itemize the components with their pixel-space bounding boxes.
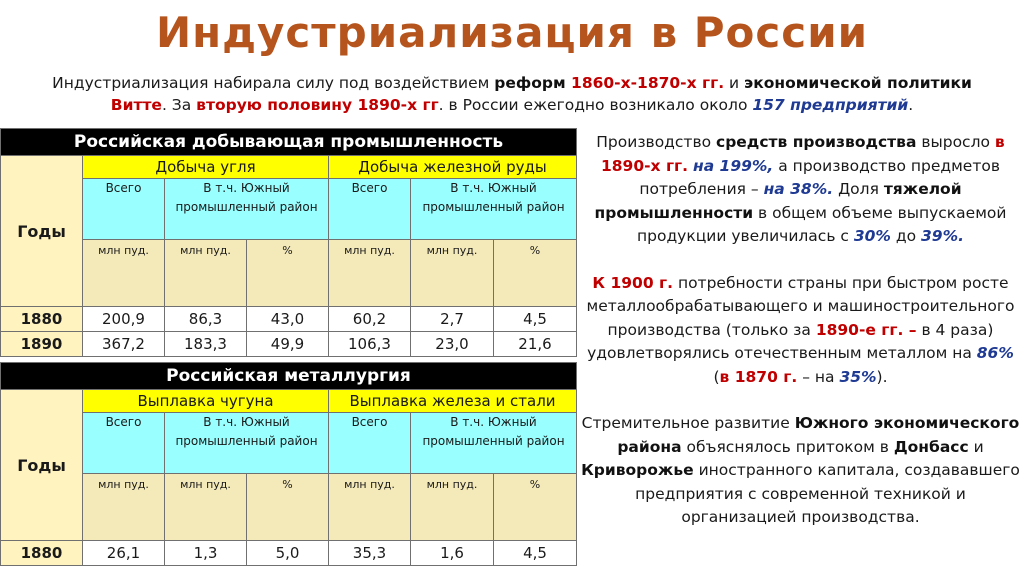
cell: 106,3 <box>329 332 411 357</box>
group-header: Выплавка железа и стали <box>329 390 577 413</box>
unit-label: млн пуд. <box>83 474 165 541</box>
side-paragraph-production: Производство средств производства выросло в 1890-х гг. на 199%, а производство предметов потребления – на 38%. Доля тяжелой промышленности в общем объеме выпускаемой продукции увеличилась с 30% до 39%. <box>594 133 1007 245</box>
cell: 1,6 <box>411 541 494 566</box>
unit-label: млн пуд. <box>329 474 411 541</box>
cell: 21,6 <box>494 332 577 357</box>
unit-label: % <box>247 240 329 307</box>
cell: 5,0 <box>247 541 329 566</box>
years-label: Годы <box>1 390 83 541</box>
side-text <box>577 131 1024 530</box>
page-title: Индустриализация в России <box>155 8 869 57</box>
cell: 200,9 <box>83 307 165 332</box>
cell: 49,9 <box>247 332 329 357</box>
column-header: Всего <box>83 413 165 474</box>
unit-label: % <box>494 474 577 541</box>
row-year: 1890 <box>1 332 83 357</box>
unit-label: млн пуд. <box>165 240 247 307</box>
column-header: В т.ч. Южный промышленный район <box>165 413 329 474</box>
cell: 4,5 <box>494 307 577 332</box>
metallurgy-table <box>0 362 577 566</box>
cell: 4,5 <box>494 541 577 566</box>
cell: 2,7 <box>411 307 494 332</box>
column-header: В т.ч. Южный промышленный район <box>411 413 577 474</box>
group-header: Выплавка чугуна <box>83 390 329 413</box>
unit-label: млн пуд. <box>329 240 411 307</box>
table-header: Российская металлургия <box>1 363 577 390</box>
column-header: В т.ч. Южный промышленный район <box>165 179 329 240</box>
cell: 1,3 <box>165 541 247 566</box>
column-header: Всего <box>329 179 411 240</box>
table-header: Российская добывающая промышленность <box>1 129 577 156</box>
cell: 43,0 <box>247 307 329 332</box>
table-row <box>1 332 577 357</box>
cell: 60,2 <box>329 307 411 332</box>
unit-label: млн пуд. <box>165 474 247 541</box>
cell: 35,3 <box>329 541 411 566</box>
intro-paragraph: Индустриализация набирала силу под воздействием реформ 1860-х-1870-х гг. и экономической политики Витте. За вторую половину 1890-х гг. в России ежегодно возникало около 157 предприятий. <box>52 74 972 114</box>
cell: 23,0 <box>411 332 494 357</box>
cell: 367,2 <box>83 332 165 357</box>
group-header: Добыча железной руды <box>329 156 577 179</box>
unit-label: млн пуд. <box>411 474 494 541</box>
row-year: 1880 <box>1 307 83 332</box>
mining-table <box>0 128 577 357</box>
row-year: 1880 <box>1 541 83 566</box>
unit-label: млн пуд. <box>83 240 165 307</box>
column-header: В т.ч. Южный промышленный район <box>411 179 577 240</box>
side-paragraph-south: Стремительное развитие Южного экономического района объяснялось притоком в Донбасс и Криворожье иностранного капитала, создававшего предприятия с современной техникой и организацией производства. <box>581 414 1020 526</box>
side-paragraph-metal: К 1900 г. потребности страны при быстром росте металлообрабатывающего и машиностроительного производства (только за 1890-е гг. – в 4 раза) удовлетворялись отечественным металлом на 86% (в 1870 г. – на 35%). <box>586 273 1015 386</box>
column-header: Всего <box>83 179 165 240</box>
unit-label: млн пуд. <box>411 240 494 307</box>
unit-label: % <box>494 240 577 307</box>
cell: 26,1 <box>83 541 165 566</box>
unit-label: % <box>247 474 329 541</box>
table-row <box>1 541 577 566</box>
cell: 86,3 <box>165 307 247 332</box>
years-label: Годы <box>1 156 83 307</box>
column-header: Всего <box>329 413 411 474</box>
table-row <box>1 307 577 332</box>
cell: 183,3 <box>165 332 247 357</box>
group-header: Добыча угля <box>83 156 329 179</box>
